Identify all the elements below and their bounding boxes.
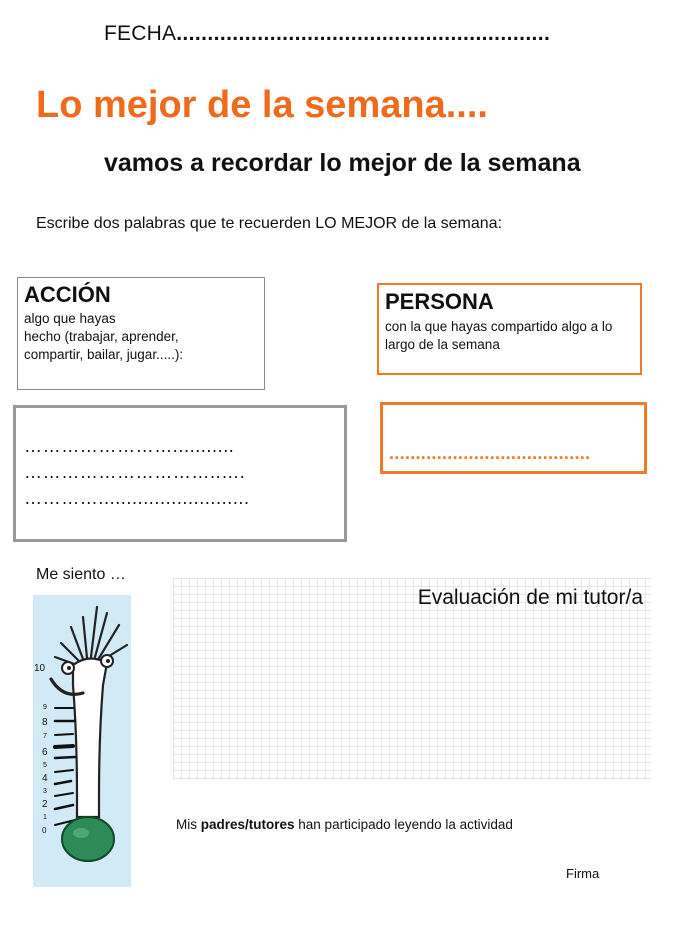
scale-3: 3 (43, 788, 47, 795)
accion-description (24, 310, 258, 364)
thermometer-illustration (33, 595, 131, 887)
scale-10: 10 (34, 663, 46, 674)
accion-answer-line[interactable]: …………........................... (24, 488, 250, 508)
padres-bold: padres/tutores (200, 817, 295, 832)
instruction-text: Escribe dos palabras que te recuerden LO MEJOR de la semana: (36, 215, 503, 232)
persona-answer-box[interactable] (380, 402, 647, 474)
fecha-dots[interactable]: ............................................................ (176, 22, 551, 45)
scale-2: 2 (42, 799, 48, 810)
accion-answer-line[interactable]: ……………………........... (24, 436, 235, 456)
scale-7: 7 (43, 733, 47, 740)
scale-0: 0 (42, 826, 47, 835)
tutor-evaluation-area[interactable] (173, 578, 651, 780)
tutor-evaluation-label: Evaluación de mi tutor/a (417, 586, 643, 609)
thermometer-icon (33, 595, 131, 887)
accion-description-line: compartir, bailar, jugar.....): (24, 347, 184, 362)
scale-5: 5 (43, 762, 47, 769)
padres-statement (176, 817, 513, 832)
persona-heading: PERSONA (385, 289, 494, 314)
persona-answer-line[interactable]: ...................................... (389, 443, 591, 463)
accion-description-line: algo que hayas (24, 311, 116, 326)
page-title: Lo mejor de la semana.... (36, 84, 488, 126)
firma-label: Firma (566, 866, 600, 881)
page-subtitle: vamos a recordar lo mejor de la semana (104, 149, 581, 177)
padres-suffix: han participado leyendo la actividad (294, 817, 513, 832)
accion-answer-box[interactable] (13, 405, 347, 542)
scale-6: 6 (42, 747, 48, 758)
accion-answer-line[interactable]: …………………………..…. (24, 462, 246, 482)
accion-heading: ACCIÓN (24, 282, 111, 307)
padres-prefix: Mis (176, 817, 201, 832)
scale-9: 9 (43, 704, 47, 711)
fecha-line (104, 22, 550, 46)
accion-description-line: hecho (trabajar, aprender, (24, 329, 179, 344)
fecha-label: FECHA (104, 22, 177, 45)
scale-4: 4 (42, 773, 48, 784)
scale-8: 8 (42, 717, 48, 728)
accion-prompt-box (17, 277, 265, 390)
scale-1: 1 (43, 814, 47, 821)
persona-prompt-box (377, 283, 642, 375)
me-siento-label: Me siento … (36, 566, 126, 583)
persona-description: con la que hayas compartido algo a lo largo de la semana (385, 319, 613, 352)
